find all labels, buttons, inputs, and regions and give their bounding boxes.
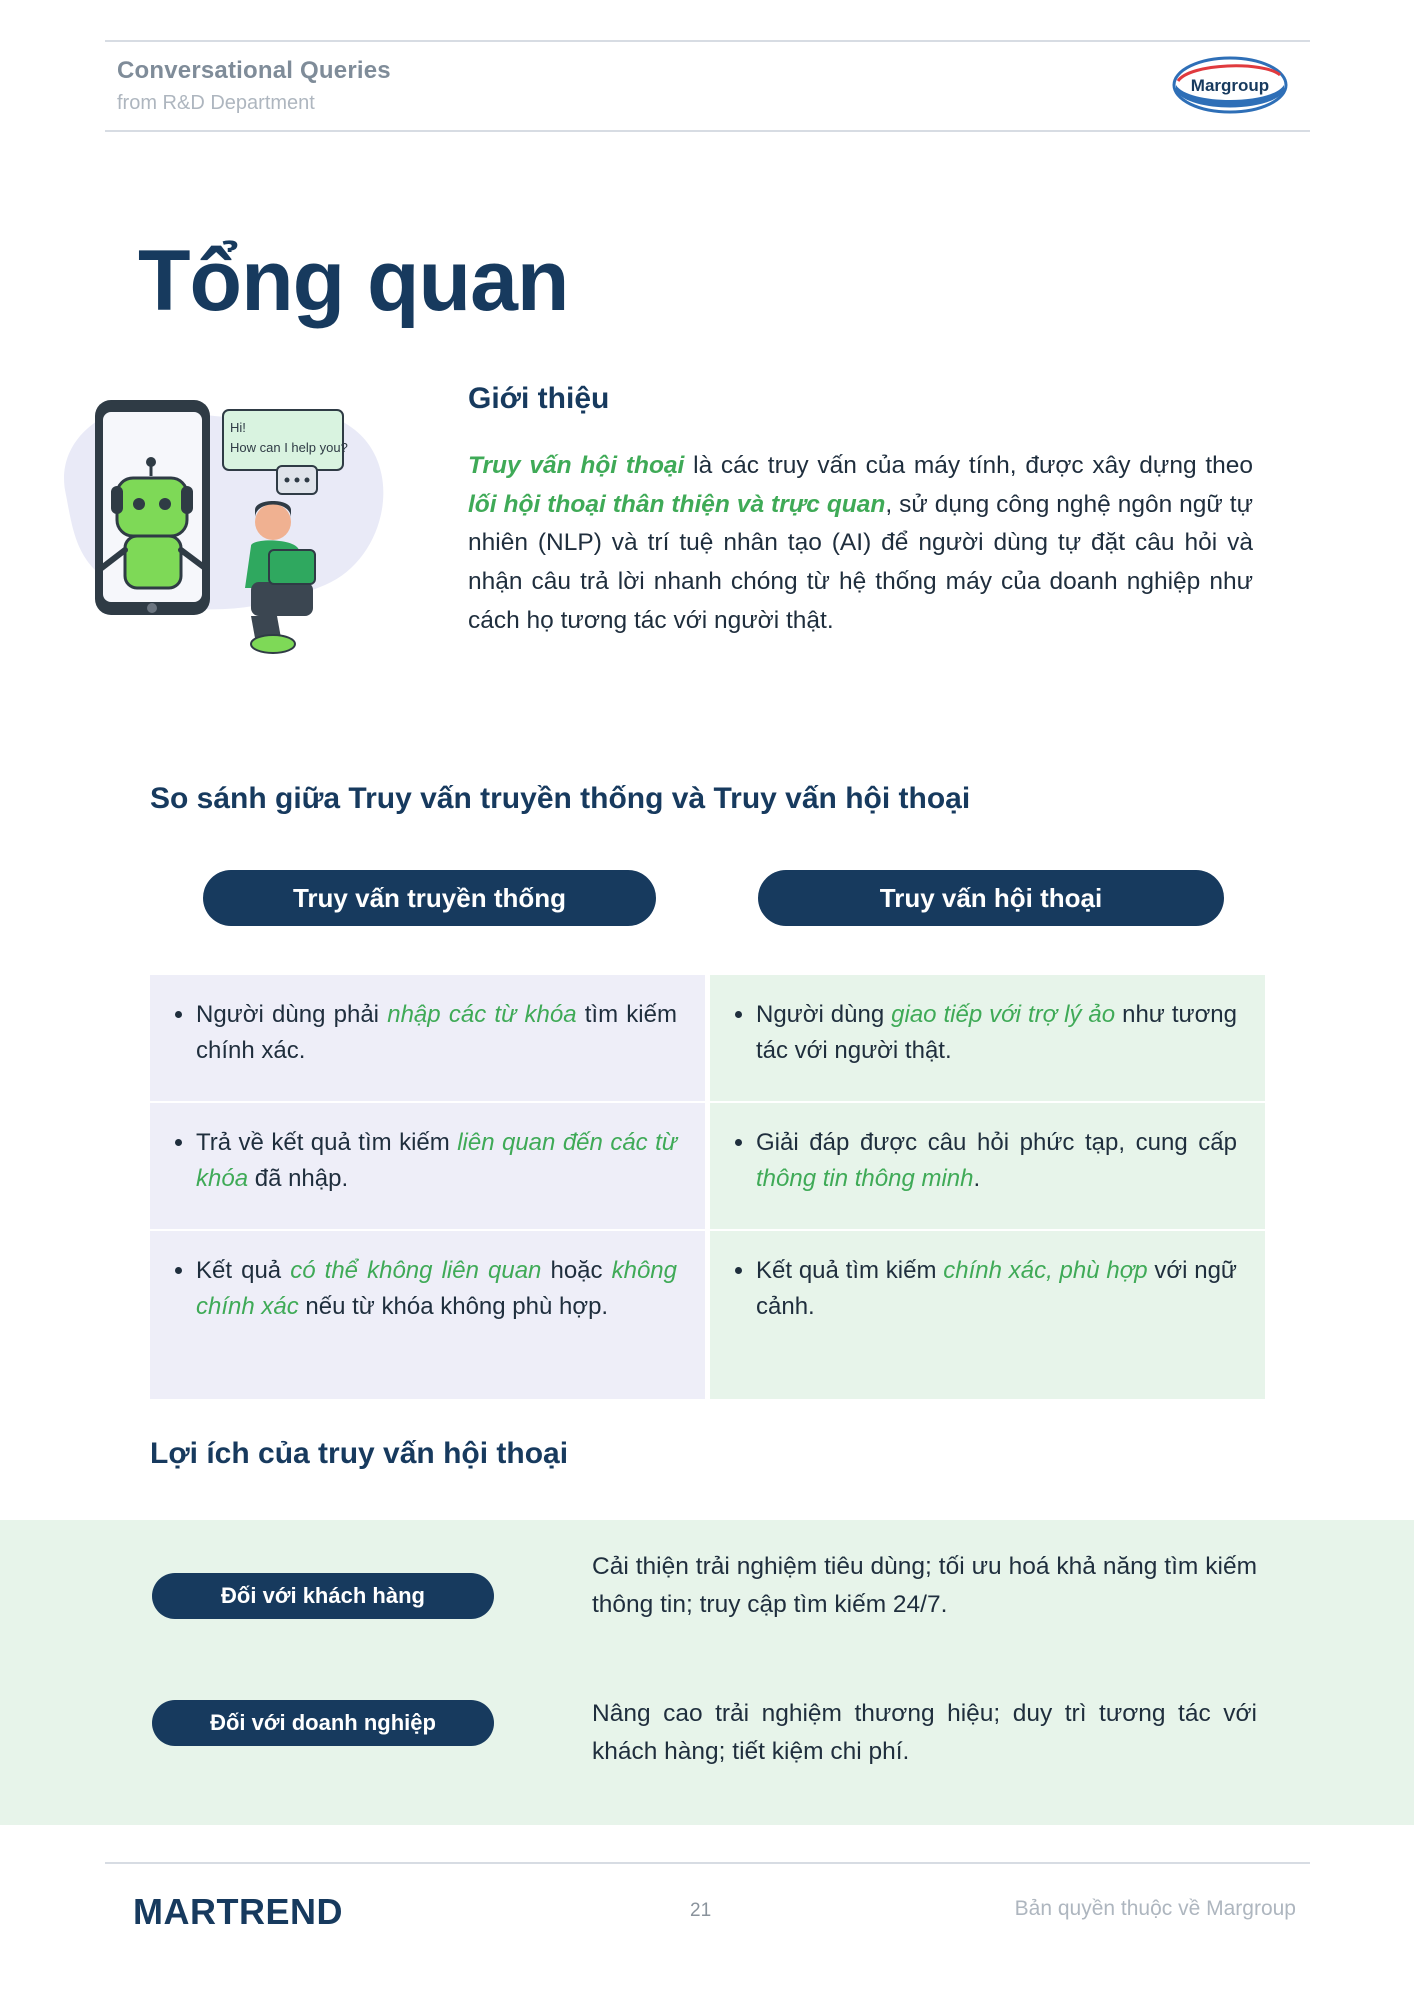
- item-text: Kết quả tìm kiếm: [756, 1257, 944, 1284]
- item-emphasis: nhập các từ khóa: [387, 1001, 577, 1028]
- svg-text:How can I help you?: How can I help you?: [230, 440, 348, 455]
- header-text-block: [105, 55, 391, 116]
- benefits-heading: Lợi ích của truy vấn hội thoại: [150, 1437, 569, 1470]
- item-text: Giải đáp được câu hỏi phức tạp, cung cấp: [756, 1129, 1237, 1156]
- intro-term: Truy vấn hội thoại: [468, 452, 685, 479]
- item-text-mid: hoặc: [541, 1257, 612, 1284]
- page-title: Tổng quan: [138, 233, 569, 329]
- item-emphasis: giao tiếp với trợ lý ảo: [891, 1001, 1116, 1028]
- traditional-query-column: [150, 975, 705, 1399]
- item-emphasis: có thể không liên quan: [290, 1257, 542, 1284]
- intro-emphasis: lối hội thoại thân thiện và trực quan: [468, 490, 886, 518]
- list-item: [710, 975, 1265, 1103]
- item-text-tail: tìm kiếm chính xác.: [196, 1001, 677, 1064]
- chatbot-illustration: [55, 370, 415, 710]
- svg-text:Margroup: Margroup: [1190, 76, 1270, 95]
- tag-for-businesses: Đối với doanh nghiệp: [152, 1700, 494, 1746]
- item-text: Kết quả: [196, 1257, 291, 1284]
- item-text-tail: nếu từ khóa không phù hợp.: [298, 1293, 609, 1320]
- item-text-tail: .: [973, 1165, 981, 1192]
- svg-text:Hi!: Hi!: [230, 420, 246, 435]
- page-header: [105, 40, 1310, 132]
- page-number: 21: [690, 1900, 712, 1921]
- item-text-tail: với ngữ cảnh.: [756, 1257, 1237, 1320]
- compare-heading: So sánh giữa Truy vấn truyền thống và Truy vấn hội thoại: [150, 782, 971, 815]
- item-text: Trả về kết quả tìm kiếm: [196, 1129, 458, 1156]
- benefit-text-customers: Cải thiện trải nghiệm tiêu dùng; tối ưu hoá khả năng tìm kiếm thông tin; truy cập tìm kiếm 24/7.: [592, 1553, 1257, 1618]
- header-subtitle: from R&D Department: [117, 91, 315, 114]
- footer-copyright: Bản quyền thuộc về Margroup: [1014, 1897, 1296, 1920]
- item-text: Người dùng: [756, 1001, 892, 1028]
- list-item: [150, 1231, 705, 1399]
- pill-traditional-query: Truy vấn truyền thống: [203, 870, 656, 926]
- header-title: Conversational Queries: [117, 57, 391, 85]
- item-emphasis: liên quan đến các từ khóa: [196, 1129, 677, 1192]
- item-emphasis-2: không chính xác: [196, 1257, 677, 1320]
- intro-heading: Giới thiệu: [468, 382, 610, 415]
- list-item: [150, 1103, 705, 1231]
- intro-paragraph: [468, 447, 1253, 641]
- item-text-tail: đã nhập.: [248, 1165, 349, 1192]
- item-emphasis: chính xác, phù hợp: [943, 1257, 1148, 1284]
- pill-conversational-query: Truy vấn hội thoại: [758, 870, 1224, 926]
- item-text: Người dùng phải: [196, 1001, 388, 1028]
- footer-divider: [105, 1862, 1310, 1864]
- footer-brand: MARTREND: [133, 1891, 343, 1932]
- list-item: [710, 1231, 1265, 1399]
- chatbot-illustration-icon: [55, 370, 415, 710]
- tag-for-customers: Đối với khách hàng: [152, 1573, 494, 1619]
- benefit-text-businesses: Nâng cao trải nghiệm thương hiệu; duy trì tương tác với khách hàng; tiết kiệm chi phí.: [592, 1700, 1257, 1765]
- intro-text-2: là các truy vấn của máy tính, được xây dựng theo: [684, 452, 1254, 479]
- list-item: [710, 1103, 1265, 1231]
- intro-text-4: , sử dụng công nghệ ngôn ngữ tự nhiên (NLP) và trí tuệ nhân tạo (AI) để người dùng tự đặt câu hỏi và nhận câu trả lời nhanh chóng từ hệ thống máy của doanh nghiệp như cách họ tương tác với người thật.: [468, 490, 1254, 634]
- item-text-tail: như tương tác với người thật.: [756, 1001, 1237, 1064]
- margroup-logo: [1160, 51, 1300, 121]
- margroup-logo-icon: [1160, 51, 1300, 121]
- item-emphasis: thông tin thông minh: [756, 1165, 974, 1192]
- list-item: [150, 975, 705, 1103]
- conversational-query-column: [710, 975, 1265, 1399]
